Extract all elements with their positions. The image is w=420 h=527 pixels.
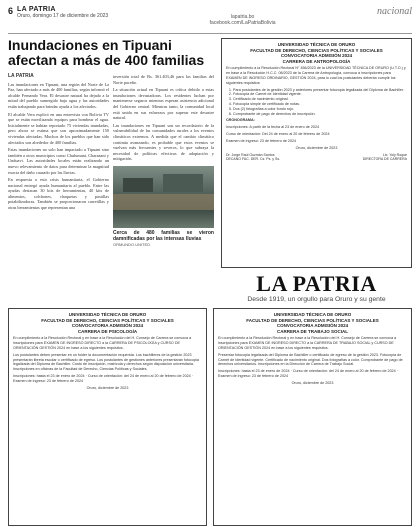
notice-trabajo-social	[213, 308, 412, 526]
notice-university: UNIVERSIDAD TÉCNICA DE ORURO	[68, 312, 147, 317]
schedule-item: Curso de orientación: Del 24 de enero al 20 de febrero de 2024	[226, 131, 330, 136]
notice-call: CONVOCATORIA ADMISIÓN 2024	[71, 323, 144, 329]
notice-faculty: FACULTAD DE DERECHO, CIENCIAS POLÍTICAS Y SOCIALES	[246, 317, 379, 323]
header-logo: LA PATRIA	[17, 6, 56, 13]
notice-body: En cumplimiento a la Resolución Rectoral N° 456/2023 de la UNIVERSIDAD TÉCNICA DE ORURO (U.T.O.) y en base a la Resolución H.C.C. 08/2023 de la Carrera de Antropología, convoca a inscripciones para EXAMEN DE INGRESO ORDINARIO, GESTIÓN 2024, para lo cual los postulantes deberán cumplir los siguientes requisitos:	[226, 66, 406, 85]
list-item: 3. Certificado de nacimiento original.	[233, 97, 407, 102]
article-body	[8, 74, 215, 248]
requirements-list	[226, 88, 407, 117]
notice-title	[218, 312, 407, 334]
article-column-2	[113, 74, 214, 248]
article-paragraph: Las inundaciones en Tipuani, una región del Norte de La Paz, han afectado a más de 400 familias, según informó el alcalde Fernando Vera. El desastre natural ha dejado a la mitad del pueblo sumergido bajo agua y las autoridades están trabajando para brindar ayuda a los afectados.	[8, 81, 109, 109]
notice-closing: Oruro, diciembre de 2023	[86, 385, 129, 390]
page-number: 6	[8, 6, 14, 16]
article-paragraph: Estas inundaciones no solo han impactado a Tipuani sino también a otros municipios como Chulumani, Charazani y Unduavi. Las autoridades locales están realizando un nuevo relevamiento de datos para determinar la magnitud exacta del daño causado por las lluvias.	[8, 147, 109, 175]
header-links	[210, 14, 276, 26]
notice-call: CONVOCATORIA ADMISIÓN 2024	[276, 323, 349, 329]
list-item: 4. Fotocopia simple de certificado de notas.	[233, 102, 407, 107]
article-headline: Inundaciones en Tipuani afectan a más de 400 familias	[8, 37, 205, 68]
list-item: 1. Para postulantes de la gestión 2023 y anteriores presentar fotocopia legalizada del Diploma de Bachiller.	[233, 88, 407, 93]
signature-right: Lic. Yoly Roque DIRECTORA DE CARRERA	[362, 153, 407, 162]
article-column-1	[8, 74, 109, 248]
lower-notices	[8, 308, 412, 526]
notice-title	[226, 42, 407, 64]
header-web[interactable]: lapatria.bo	[230, 14, 255, 20]
signature-left: Dr. Jorge Raúl Guzmán Santos DECANO FAC. DER. Cs. Ps. y Ss.	[226, 153, 281, 162]
page-header	[8, 6, 412, 34]
notice-closing: Oruro, diciembre de 2023	[291, 380, 334, 385]
schedule-item: Examen de ingreso: 23 de febrero de 2024	[226, 138, 297, 143]
notice-body: En cumplimiento a la Resolución Rectoral y en base a la Resolución del H. Consejo de Carrera se convoca a inscripciones para EXAMEN DE INGRESO DIRECTO a la CARRERA DE TRABAJO SOCIAL y CURSO DE ORIENTACIÓN GESTIÓN 2024 en base a los siguientes requisitos.	[218, 336, 397, 350]
notice-career: CARRERA DE PSICOLOGÍA	[77, 328, 138, 334]
notice-box	[221, 38, 412, 268]
article	[8, 38, 215, 303]
notice-faculty: FACULTAD DE DERECHO, CIENCIAS POLÍTICAS Y SOCIALES	[250, 47, 383, 53]
list-item: 6. Comprobante de pago de derechos de inscripción.	[233, 112, 407, 117]
notice-antropologia	[221, 38, 412, 303]
banner-subtitle: Desde 1919, un orgullo para Oruro y su gente	[247, 296, 386, 303]
notice-university: UNIVERSIDAD TÉCNICA DE ORURO	[277, 42, 356, 47]
schedule-item: Inscripciones: A partir de la fecha al 23 de enero de 2024	[226, 125, 320, 130]
article-byline: LA PATRIA	[8, 73, 34, 79]
notice-university: UNIVERSIDAD TÉCNICA DE ORURO	[273, 312, 352, 317]
schedule-title: CRONOGRAMA:	[226, 118, 255, 123]
notice-career: CARRERA DE TRABAJO SOCIAL	[276, 328, 349, 334]
header-date: Oruro, domingo 17 de diciembre de 2023	[17, 13, 109, 19]
banner-title: LA PATRIA	[256, 271, 377, 296]
la-patria-banner	[221, 273, 412, 303]
notice-title	[13, 312, 202, 334]
notice-call: CONVOCATORIA ADMISIÓN 2024	[280, 53, 353, 59]
article-paragraph: El alcalde Vera explicó en una entrevista con Bolivia TV que se están movilizando equipos para bombear el agua. Inicialmente se habían reportado 75 viviendas inundadas, pero ahora se estima que son aproximadamente 150 viviendas afectadas. Muchos de los pueblos que han sido afectados son alrededor de 400 familias.	[8, 111, 109, 145]
list-item: 5. Dos (2) fotografías a color fondo rojo.	[233, 107, 407, 112]
notice-career: CARRERA DE ANTROPOLOGÍA	[282, 58, 351, 64]
notice-body: En cumplimiento a la Resolución Rectoral y en base a la Resolución del H. Consejo de Carrera se convoca a inscripciones para EXAMEN DE INGRESO DIRECTO a la CARRERA DE PSICOLOGÍA y CURSO DE ORIENTACIÓN GESTIÓN 2024 en base a los siguientes requisitos.	[13, 336, 192, 350]
notice-closing: Oruro, diciembre de 2023	[295, 145, 338, 150]
article-paragraph: inversión total de Bs. 361.403,46 para las familias del Norte paceño.	[113, 74, 214, 85]
notice-details: Presentar fotocopia legalizada del Diploma de Bachiller o certificado de egreso de la gestión 2023. Fotocopia de Carnet de Identidad vigente. Certificado de nacimiento original. Dos fotografías a color. Comprobante de pago de derechos universitarios. Inscripciones en la Dirección de Carrera de Trabajo Social.	[218, 352, 403, 367]
article-paragraph: Las inundaciones en Tipuani son un recordatorio de la vulnerabilidad de las comunidades rurales a los eventos climáticos extremos. A medida que el cambio climático continúa avanzando, es probable que estos eventos se vuelvan más frecuentes y severos, lo que subraya la necesidad de políticas efectivas de adaptación y mitigación.	[113, 122, 214, 162]
header-left	[8, 6, 108, 19]
header-logo-block	[17, 6, 108, 19]
list-item: 2. Fotocopia de Carnet de Identidad vigente.	[233, 92, 407, 97]
notice-psicologia	[8, 308, 207, 526]
photo-source: ORMUNDO.UNITED	[113, 241, 151, 247]
article-paragraph: La situación actual en Tipuani es crítica debido a estas inundaciones devastadoras. Los residentes luchan por mantenerse seguros mientras esperan asistencia adicional del Gobierno central. Mientras tanto, la comunidad local está unida en sus esfuerzos por superar este desastre natural.	[113, 87, 214, 121]
notice-details: Los postulantes deben presentar en un folder la documentación requerida. Los bachilleres de la gestión 2023 presentarán libreta escolar o certificado de egreso. Los postulantes de gestiones anteriores presentarán fotocopia legalizada del Diploma de Bachiller. Costo de inscripción, matrícula y derechos según disposición universitaria. Inscripciones en oficinas de la Facultad de Derecho, Ciencias Políticas y Sociales.	[13, 352, 199, 372]
notice-schedule: Inscripciones: hasta el 23 de enero de 2024 · Curso de orientación: del 24 de enero al 20 de febrero de 2024 · Examen de ingreso: 23 de febrero de 2024	[13, 373, 193, 383]
top-columns	[8, 38, 412, 303]
flood-photo	[113, 166, 214, 228]
header-social[interactable]: facebook.com/LaPatriaBolivia	[209, 20, 276, 26]
article-paragraph: En respuesta a esta crisis humanitaria, el Gobierno nacional entregó ayuda humanitaria al pueblo. Entre las ayudas destacan 30 kits de herramientas, 40 kits de alimentos, colchones, chaquetas y pastillas potabilizadoras. También se proporcionaron carretillas y otras herramientas que representan una	[8, 177, 109, 211]
photo-caption: Cerca de 480 familias se vieron damnificadas por las intensas lluvias	[113, 229, 214, 242]
section-name: nacional	[377, 6, 412, 17]
notice-schedule: Inscripciones: hasta el 23 de enero de 2024 · Curso de orientación: del 24 de enero al 20 de febrero de 2024 · Examen de ingreso: 23 de febrero de 2024	[218, 369, 398, 378]
signatures	[226, 153, 407, 161]
notice-faculty: FACULTAD DE DERECHO, CIENCIAS POLÍTICAS Y SOCIALES	[41, 317, 174, 323]
